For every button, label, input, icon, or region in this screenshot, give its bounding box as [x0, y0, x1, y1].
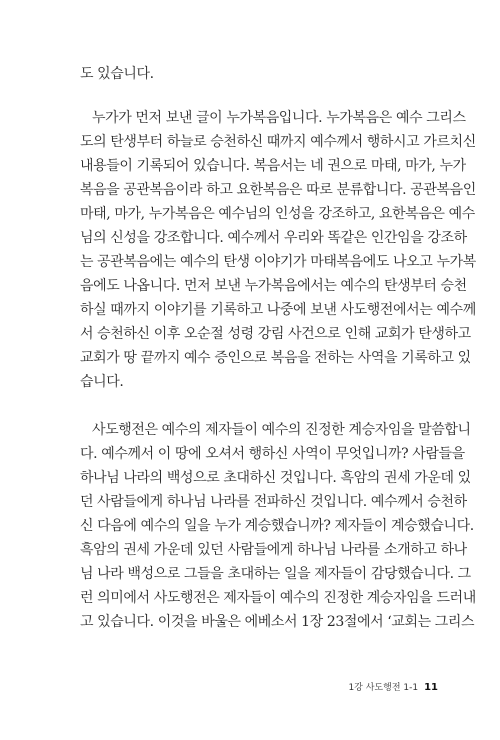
- text-line: 는 공관복음에는 예수의 탄생 이야기가 마태복음에도 나오고 누가복: [80, 254, 476, 270]
- paragraph-continuation: [80, 62, 440, 86]
- text-line: 누가가 먼저 보낸 글이 누가복음입니다. 누가복음은 예수 그리스: [92, 110, 466, 126]
- text-line: 도의 탄생부터 하늘로 승천하신 때까지 예수께서 행하시고 가르치신: [80, 134, 476, 150]
- text-line: 음에도 나옵니다. 먼저 보낸 누가복음에서는 예수의 탄생부터 승천: [80, 278, 467, 294]
- page-footer: [348, 680, 438, 693]
- paragraph-gospel-of-luke: [80, 106, 476, 394]
- text-line: 도 있습니다.: [80, 66, 154, 82]
- text-line: 하실 때까지 이야기를 기록하고 나중에 보낸 사도행전에서는 예수께: [80, 302, 476, 318]
- text-line: 사도행전은 예수의 제자들이 예수의 진정한 계승자임을 말씀합니: [92, 422, 471, 438]
- text-line: 고 있습니다. 이것을 바울은 에베소서 1장 23절에서 ‘교회는 그리스: [80, 614, 475, 630]
- text-line: 하나님 나라의 백성으로 초대하신 것입니다. 흑암의 권세 가운데 있: [80, 470, 471, 486]
- text-line: 내용들이 기록되어 있습니다. 복음서는 네 권으로 마태, 마가, 누가: [80, 158, 466, 174]
- text-line: 님 나라 백성으로 그들을 초대하는 일을 제자들이 감당했습니다. 그: [80, 566, 471, 582]
- running-head: 1강 사도행전 1-1: [348, 683, 419, 693]
- text-line: 님의 신성을 강조합니다. 예수께서 우리와 똑같은 인간임을 강조하: [80, 230, 467, 246]
- text-line: 복음을 공관복음이라 하고 요한복음은 따로 분류합니다. 공관복음인: [80, 182, 476, 198]
- text-line: 흑암의 권세 가운데 있던 사람들에게 하나님 나라를 소개하고 하나: [80, 542, 467, 558]
- text-line: 런 의미에서 사도행전은 제자들이 예수의 진정한 계승자임을 드러내: [80, 590, 476, 606]
- text-line: 신 다음에 예수의 일을 누가 계승했습니까? 제자들이 계승했습니다.: [80, 518, 474, 534]
- text-line: 마태, 마가, 누가복음은 예수님의 인성을 강조하고, 요한복음은 예수: [80, 206, 475, 222]
- page-number: 11: [424, 682, 438, 693]
- text-line: 서 승천하신 이후 오순절 성령 강림 사건으로 인해 교회가 탄생하고: [80, 326, 471, 342]
- text-line: 다. 예수께서 이 땅에 오셔서 행하신 사역이 무엇입니까? 사람들을: [80, 446, 465, 462]
- paragraph-acts-of-apostles: [80, 418, 476, 634]
- text-line: 습니다.: [80, 374, 124, 390]
- text-line: 던 사람들에게 하나님 나라를 전파하신 것입니다. 예수께서 승천하: [80, 494, 467, 510]
- text-line: 교회가 땅 끝까지 예수 증인으로 복음을 전하는 사역을 기록하고 있: [80, 350, 471, 366]
